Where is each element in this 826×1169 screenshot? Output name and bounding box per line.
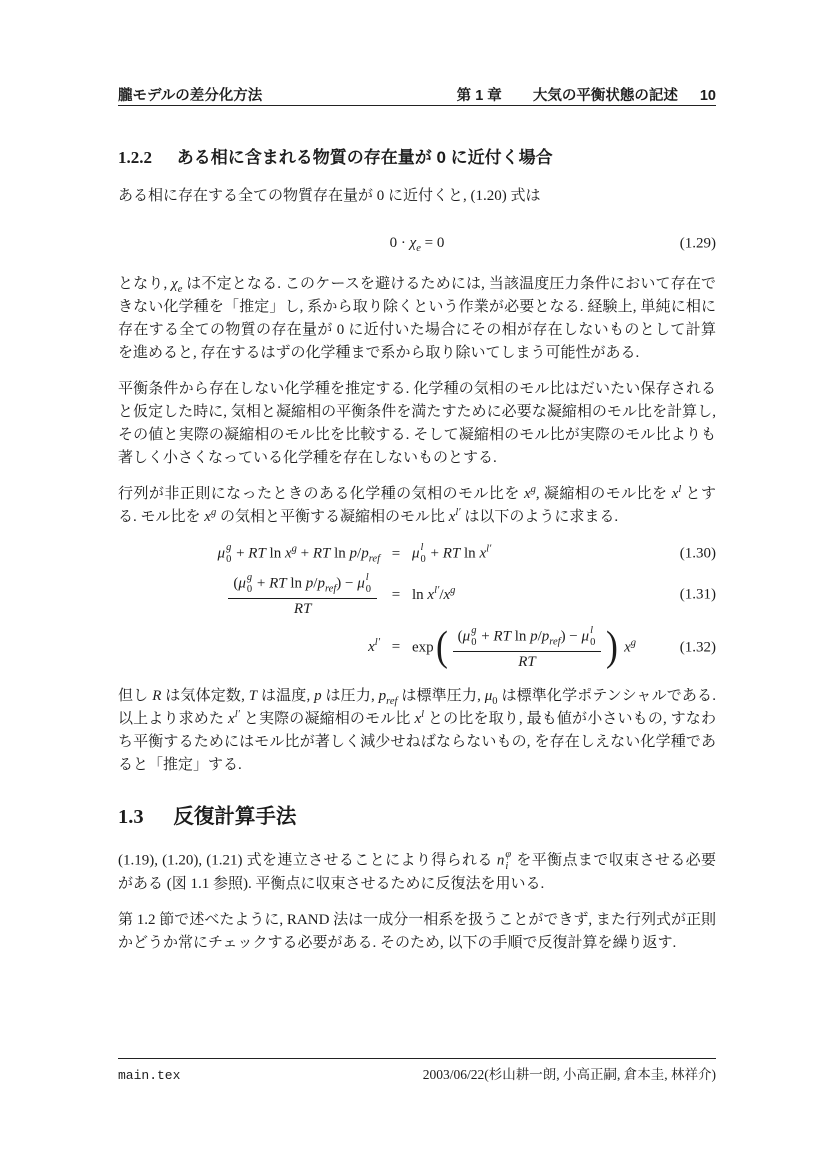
equation-relation: =: [391, 639, 401, 656]
paragraph: 但し R は気体定数, T は温度, p は圧力, $p_{ref}$ は標準圧力, $\mu_0$ は標準化学ポテンシャルである. 以上より求めた $x^{l'}$ と実際の凝縮相のモル比 $x^l$ との比を取り, 最も値が小さいもの, すなわち平衡するためにはモル比が著しく減少せねばならないもの, を存在しえない化学種であると「推定」する.: [118, 687, 716, 773]
display-equation-1-29: [118, 232, 716, 255]
page-number: 10: [699, 88, 716, 104]
equation-lhs: $x^{l'}$: [368, 637, 380, 656]
section-title: 反復計算手法: [173, 804, 297, 828]
chapter-header: [457, 84, 716, 105]
section-number: 1.3: [118, 805, 144, 828]
equation-lhs: μ g 0 + RT $\ln x^g$ + RT $\ln p/p_{ref}$: [217, 542, 380, 566]
page-body: [118, 138, 716, 968]
subsection-title: ある相に含まれる物質の存在量が 0 に近付く場合: [176, 148, 553, 167]
equation-number: (1.30): [679, 545, 716, 562]
equation-rhs: μ l 0 + RT $\ln x^{l'}$: [412, 542, 492, 566]
equation-rhs: exp ( (μ g 0 + RT $\ln p/p_{ref}) - \mu$ l 0 RT ) $x^g$: [412, 623, 636, 670]
paragraph: ある相に存在する全ての物質存在量が 0 に近付くと, (1.20) 式は: [118, 188, 541, 204]
page-footer: [118, 1063, 716, 1083]
equation-rhs: $\ln x^{l'}/x^g$: [412, 584, 456, 603]
subsection-heading-1-2-2: [118, 146, 716, 170]
display-equation-1-32: [118, 625, 716, 671]
equation-lhs: (μ g 0 + RT $\ln p/p_{ref}) - \mu$ l 0 RT: [118, 572, 380, 618]
running-title: 朧モデルの差分化方法: [118, 88, 263, 104]
equation-array: [118, 542, 716, 671]
equation-number: (1.32): [679, 639, 716, 656]
source-filename: main.tex: [118, 1068, 181, 1083]
page-header: [118, 84, 716, 105]
paragraph: 第 1.2 節で述べたように, RAND 法は一成分一相系を扱うことができず, また行列式が正則かどうか常にチェックする必要がある. そのため, 以下の手順で反復計算を繰り返す.: [118, 912, 716, 951]
footer-rule: [118, 1058, 716, 1059]
equation-number: (1.31): [679, 586, 716, 603]
equation-number: (1.29): [679, 235, 716, 251]
display-equation-1-31: [118, 572, 716, 618]
section-heading-1-3: [118, 803, 716, 831]
paragraph: となり, $\chi_e$ は不定となる. このケースを避けるためには, 当該温度圧力条件において存在できない化学種を「推定」し, 系から取り除くという作業が必要となる. 経験上, 単純に相に存在する全ての物質の存在量が 0 に近付いた場合にその相が存在しないものとして計算を進めると, 存在するはずの化学種まで系から取り除いてしまう可能性がある.: [118, 276, 716, 361]
paragraph: (1.19), (1.20), (1.21) 式を連立させることにより得られる n φ i を平衡点まで収束させる必要がある (図 1.1 参照). 平衡点に収束させるために反復法を用いる.: [118, 848, 716, 892]
equation-relation: =: [391, 586, 401, 603]
equation-body: $0 \cdot \chi_e = 0$: [389, 235, 445, 254]
chapter-title: 大気の平衡状態の記述: [532, 88, 678, 104]
subsection-number: 1.2.2: [118, 148, 152, 167]
display-equation-1-30: [118, 542, 716, 566]
paragraph: 行列が非正則になったときのある化学種の気相のモル比を $x^g$, 凝縮相のモル比を $x^l$ とする. モル比を $x^g$ の気相と平衡する凝縮相のモル比 $x^{l'}$ は以下のように求まる.: [118, 484, 716, 525]
revision-credit: 2003/06/22(杉山耕一朗, 小高正嗣, 倉本圭, 林祥介): [422, 1067, 716, 1082]
paragraph: 平衡条件から存在しない化学種を推定する. 化学種の気相のモル比はだいたい保存されると仮定した時に, 気相と凝縮相の平衡条件を満たすために必要な凝縮相のモル比を計算し, その値と実際の凝縮相のモル比を比較する. そして凝縮相のモル比が実際のモル比よりも著しく小さくなっている化学種を存在しないものとする.: [118, 381, 716, 466]
equation-relation: =: [391, 545, 401, 562]
header-rule: [118, 105, 716, 106]
chapter-number: 第 1 章: [456, 88, 502, 104]
